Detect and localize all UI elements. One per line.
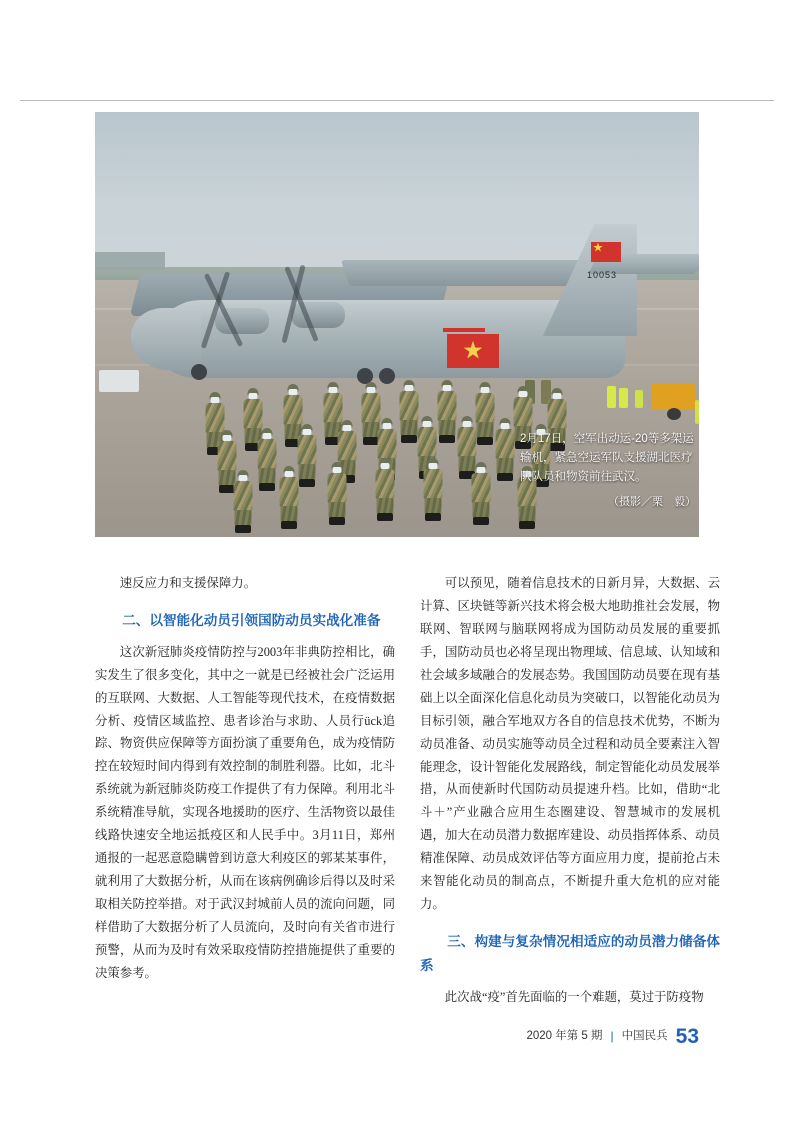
photo-caption-block bbox=[520, 430, 696, 511]
section-heading-three: 三、构建与复杂情况相适应的动员潜力储备体系 bbox=[420, 934, 720, 973]
body-column-left bbox=[95, 572, 395, 985]
ground-crew-vest bbox=[635, 390, 643, 408]
aircraft-flag-marking bbox=[591, 242, 621, 262]
ground-crew-vest bbox=[619, 388, 628, 408]
photo-caption-text: 2月17日，空军出动运-20等多架运输机，紧急空运军队支援湖北医疗队队员和物资前往武汉。 bbox=[520, 433, 694, 483]
footer-issue: 2020 年第 5 期 bbox=[526, 1030, 603, 1042]
photo-figure bbox=[95, 112, 699, 537]
page-number: 53 bbox=[675, 1025, 699, 1048]
body-column-right bbox=[420, 572, 720, 1009]
ground-vehicle bbox=[99, 370, 139, 392]
paragraph-right-1: 可以预见，随着信息技术的日新月异，大数据、云计算、区块链等新兴技术将会极大地助推社会发展，物联网、智联网与脑联网将成为国防动员发展的重要抓手，国防动员也必将呈现出物理域、信息域、认知域和社会域多域融合的发展态势。我国国防动员要在现有基础上以全面深化信息化动员为突破口，以智能化动员为目标引领，融合军地双方各自的信息技术优势，不断为动员准备、动员实施等动员全过程和动员全要素注入智能理念，设计智能化发展路线，制定智能化动员发展举措，从而使新时代国防动员提速升档。比如，借助“北斗＋”产业融合应用生态圈建设、智慧城市的发展机遇，加大在动员潜力数据库建设、动员指挥体系、动员精准保障、动员成效评估等方面应用力度，提前抢占未来智能化动员的制高点，不断提升重大危机的应对能力。 bbox=[420, 576, 720, 912]
ground-crew-vest bbox=[607, 386, 616, 408]
page-footer bbox=[526, 1026, 699, 1047]
top-divider-rule bbox=[20, 100, 774, 101]
section-heading-two: 二、以智能化动员引领国防动员实战化准备 bbox=[122, 612, 381, 628]
aircraft-tail-number: 10053 bbox=[587, 270, 618, 280]
footer-separator: | bbox=[610, 1029, 614, 1043]
ground-vehicle bbox=[651, 384, 695, 410]
aircraft-star-marking: ★ bbox=[447, 334, 499, 368]
ground-crew-vest bbox=[695, 400, 699, 424]
footer-magazine-title: 中国民兵 bbox=[621, 1030, 668, 1042]
photo-background-building bbox=[95, 252, 165, 270]
aircraft-wing bbox=[341, 260, 599, 286]
ground-vehicle-wheel bbox=[667, 408, 681, 420]
paragraph-continued: 速反应力和支援保障力。 bbox=[119, 576, 257, 590]
aircraft-red-stripe bbox=[443, 328, 485, 332]
paragraph-right-2: 此次战“疫”首先面临的一个难题，莫过于防疫物 bbox=[444, 989, 704, 1004]
paragraph-left-1: 这次新冠肺炎疫情防控与2003年非典防控相比，确实发生了很多变化，其中之一就是已经被社会广泛运用的互联网、大数据、人工智能等现代技术，在疫情数据分析、疫情区域监控、患者诊治与求助、人员行ück追踪、物资供应保障等方面扮演了重要角色，成为疫情防控在较短时间内得到有效控制的制胜利器。比如，北斗系统就为新冠肺炎防疫工作提供了有力保障。利用北斗系统精准导航，实现各地援助的医疗、生活物资以最佳线路快速安全地运抵疫区和人民手中。3月11日，郑州通报的一起恶意隐瞒曾到访意大利疫区的郭某某事件，就利用了大数据分析，从而在该病例确诊后得以及时采取相关防控举措。对于武汉封城前人员的流向问题，同样借助了大数据分析了人员流向，及时向有关省市进行预警，从而为及时有效采取疫情防控措施提供了重要的决策参考。 bbox=[95, 644, 395, 980]
photo-illustration bbox=[95, 112, 699, 537]
photo-credit: （摄影／栗 毅） bbox=[608, 495, 696, 508]
